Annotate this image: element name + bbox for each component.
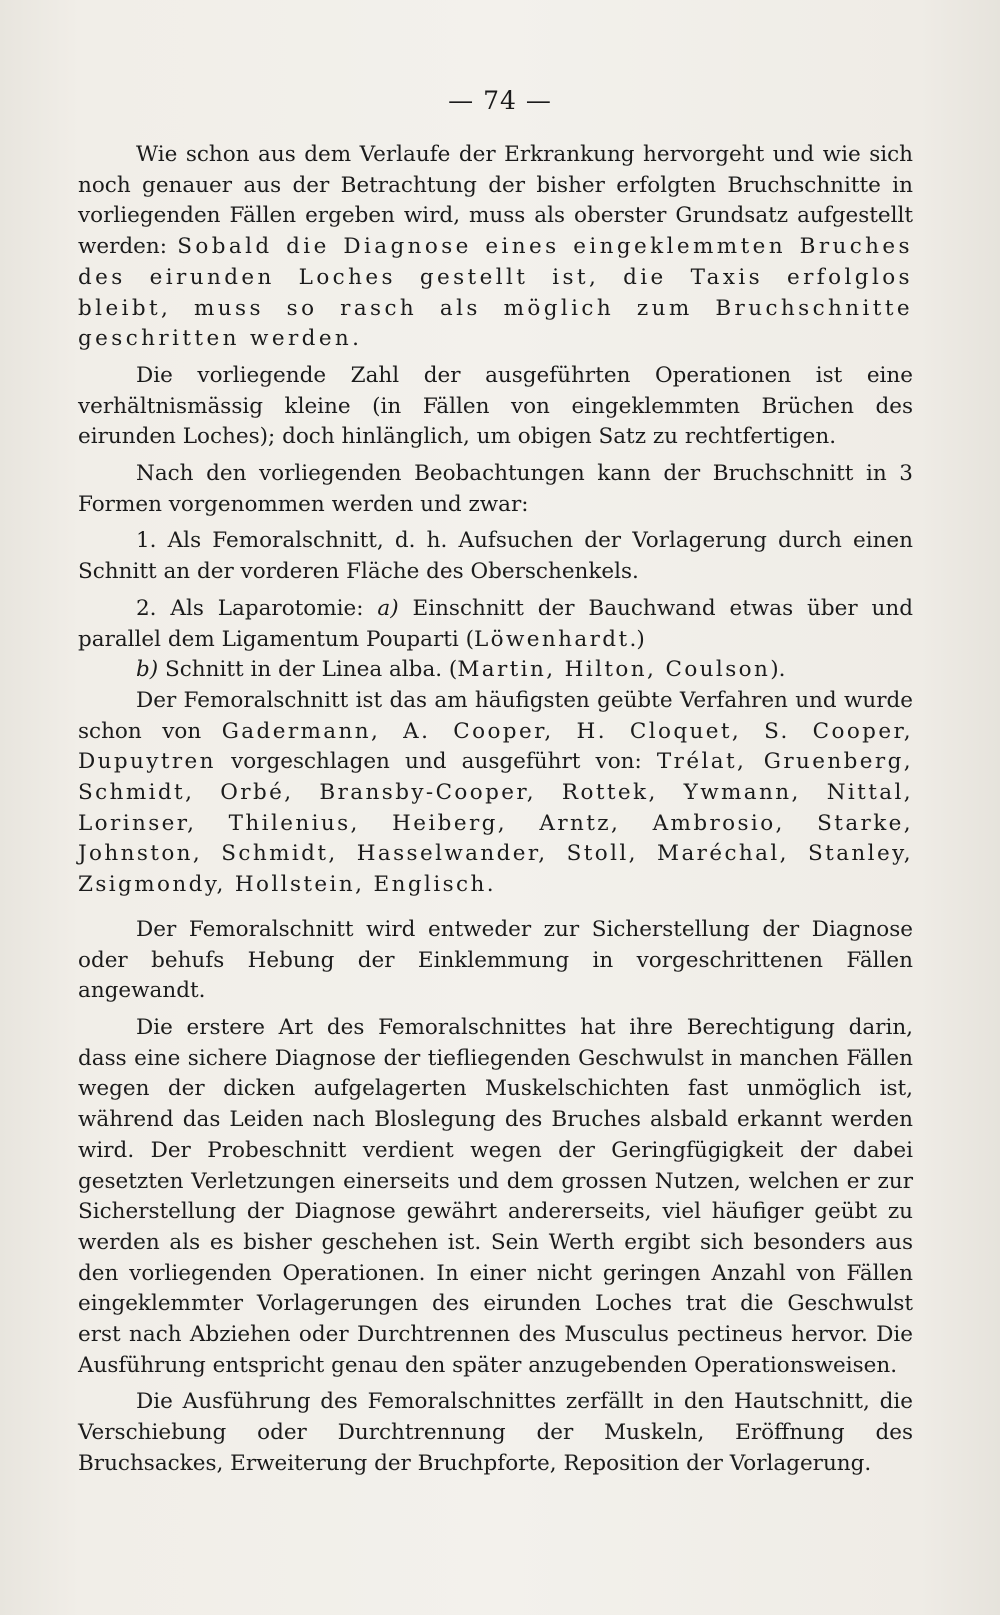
list-item-2b: b) Schnitt in der Linea alba. (Martin, Hilton, Coulson). <box>136 657 786 683</box>
list-marker-b: b) <box>136 657 159 683</box>
paragraph-7: Die Ausführung des Femoralschnittes zerfällt in den Hautschnitt, die Verschiebung oder Durchtrennung der Muskeln, Eröffnung des Bruchsackes, Erweiterung der Bruchpforte, Reposition der Vorlagerung. <box>78 1389 913 1476</box>
list-item-1: 1. Als Femoralschnitt, d. h. Aufsuchen der Vorlagerung durch einen Schnitt an der vorderen Fläche des Oberschenkels. <box>78 528 913 585</box>
paragraph-1 <box>78 140 913 355</box>
body-text <box>78 140 913 1480</box>
author-name: Löwenhardt <box>473 626 630 652</box>
paragraph-4: Der Femoralschnitt ist das am häufigsten geübte Verfahren und wurde schon von Gadermann, A. Cooper, H. Cloquet, S. Cooper, Dupuytren vorgeschlagen und ausgeführt von: Trélat, Gruenberg, Schmidt, Orbé, Bransby-Cooper, Rottek, Ywmann, Nittal, Lorinser, Thilenius, Heiberg, Arntz, Ambrosio, Starke, Johnston, Schmidt, Hasselwander, Stoll, Maréchal, Stanley, Zsigmondy, Hollstein, Englisch. <box>78 687 913 898</box>
paragraph-5: Der Femoralschnitt wird entweder zur Sicherstellung der Diagnose oder behufs Hebung der Einklemmung in vorgeschrittenen Fällen angewandt. <box>78 916 913 1004</box>
paragraph-1-emphasis: Sobald die Diagnose eines eingeklemmten Bruches des eirunden Loches gestellt ist, die Taxis erfolglos bleibt, muss so rasch als möglich zum Bruchschnitte geschritten werden. <box>78 234 913 352</box>
author-names: Martin, Hilton, Coulson <box>457 657 771 683</box>
paragraph-6: Die erstere Art des Femoralschnittes hat ihre Berechtigung darin, dass eine sichere Diagnose der tiefliegenden Geschwulst in manchen Fällen wegen der dicken aufgelagerten Muskelschichten fast unmöglich ist, während das Leiden nach Bloslegung des Bruches alsbald erkannt werden wird. Der Probeschnitt verdient wegen der Geringfügigkeit der dabei gesetzten Verletzungen einerseits und dem grossen Nutzen, welchen er zur Sicherstellung der Diagnose gewährt andererseits, viel häufiger geübt zu werden als es bisher geschehen ist. Sein Werth ergibt sich besonders aus den vorliegenden Operationen. In einer nicht geringen Anzahl von Fällen eingeklemmter Vorlagerungen des eirunden Loches trat die Geschwulst erst nach Abziehen oder Durchtrennen des Musculus pectineus hervor. Die Ausführung entspricht genau den später anzugebenden Operationsweisen. <box>78 1014 913 1378</box>
paragraph-2: Die vorliegende Zahl der ausgeführten Operationen ist eine verhältnismässig kleine (in Fällen von eingeklemmten Brüchen des eirunden Loches); doch hinlänglich, um obigen Satz zu rechtfertigen. <box>78 362 913 450</box>
page-number: — 74 — <box>448 86 552 115</box>
list-item-2: 2. Als Laparotomie: a) Einschnitt der Bauchwand etwas über und parallel dem Ligamentum Pouparti (Löwenhardt.) <box>78 595 913 652</box>
paragraph-1-intro: Wie schon aus dem Verlaufe der Erkrankung hervorgeht und wie sich noch genauer aus der Betrachtung der bisher erfolgten Bruchschnitte in vorliegenden Fällen ergeben wird, muss als oberster Grundsatz aufgestellt werden: <box>78 142 913 260</box>
author-list-2: Trélat, Gruenberg, Schmidt, Orbé, Bransby-Cooper, Rottek, Ywmann, Nittal, Lorinser, Thilenius, Heiberg, Arntz, Ambrosio, Starke, Johnston, Schmidt, Hasselwander, Stoll, Maréchal, Stanley, Zsigmondy, Hollstein, Englisch. <box>78 749 913 898</box>
paragraph-3: Nach den vorliegenden Beobachtungen kann der Bruchschnitt in 3 Formen vorgenommen werden und zwar: <box>78 461 913 517</box>
author-list-1: Gadermann, A. Cooper, H. Cloquet, S. Cooper, Dupuytren <box>78 718 913 775</box>
list-marker-a: a) <box>377 595 399 621</box>
